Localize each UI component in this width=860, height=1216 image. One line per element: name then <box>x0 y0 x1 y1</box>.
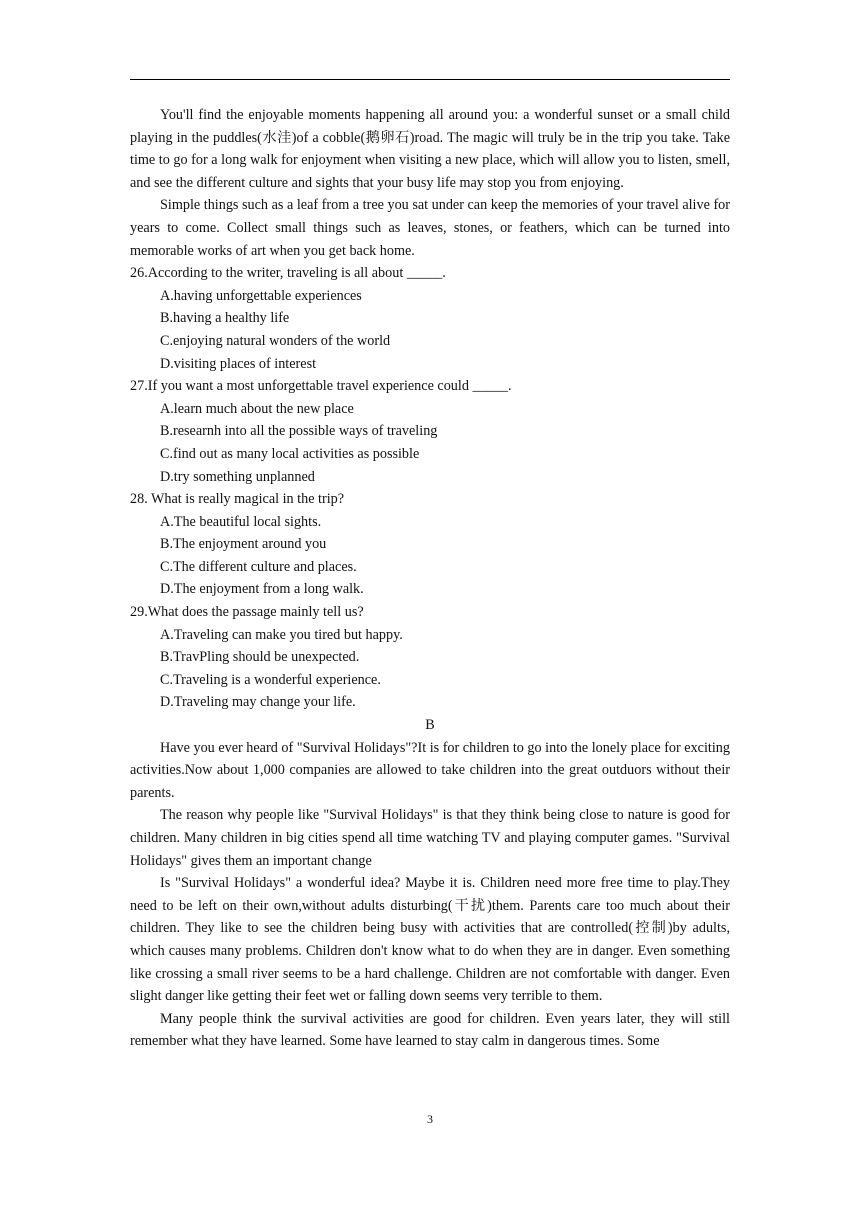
option-d: D.visiting places of interest <box>160 355 317 372</box>
passage-b-paragraph: Many people think the survival activities are good for children. Even years later, they will still remember what they have learned. Some have learned to stay calm in dangerous times. Some <box>130 1010 730 1050</box>
question-26 <box>130 262 730 375</box>
option-d: D.The enjoyment from a long walk. <box>160 581 364 598</box>
option-b: B.having a healthy life <box>160 310 290 327</box>
option-a: A.Traveling can make you tired but happy. <box>160 626 403 643</box>
page-number: 3 <box>427 1112 433 1126</box>
option-a: A.The beautiful local sights. <box>160 513 322 530</box>
section-b-heading: B <box>425 717 435 734</box>
option-b: B.researnh into all the possible ways of traveling <box>160 423 438 440</box>
option-c: C.find out as many local activities as possible <box>160 445 420 462</box>
passage-b-paragraph: Is "Survival Holidays" a wonderful idea? Maybe it is. Children need more free time to play.They need to be left on their own,without adults disturbing(干扰)them. Parents care too much about their children. They like to see the children being busy with activities that are controlled(控制)by adults, which causes many problems. Children don't know what to do when they are in danger. Even something like crossing a small river seems to be a hard challenge. Children are not comfortable with danger. Even slight danger like getting their feet wet or falling down seems very terrible to them. <box>130 875 730 1005</box>
header-rule <box>130 79 730 80</box>
passage-a-paragraph: Simple things such as a leaf from a tree you sat under can keep the memories of your travel alive for years to come. Collect small things such as leaves, stones, or feathers, which can be turned into memorable works of art when you get back home. <box>130 197 730 259</box>
option-a: A.learn much about the new place <box>160 400 354 417</box>
passage-b-paragraph: Have you ever heard of "Survival Holidays"?It is for children to go into the lonely place for exciting activities.Now about 1,000 companies are allowed to take children into the great outduors without their parents. <box>130 739 730 801</box>
option-c: C.The different culture and places. <box>160 558 357 575</box>
option-a: A.having unforgettable experiences <box>160 287 362 304</box>
option-c: C.Traveling is a wonderful experience. <box>160 671 381 688</box>
question-stem: 28. What is really magical in the trip? <box>130 491 345 508</box>
question-stem: 27.If you want a most unforgettable travel experience could _____. <box>130 378 512 395</box>
question-28 <box>130 488 730 601</box>
passage-a-paragraph: You'll find the enjoyable moments happening all around you: a wonderful sunset or a small child playing in the puddles(水洼)of a cobble(鹅卵石)road. The magic will truly be in the trip you take. Take time to go for a long walk for enjoyment when visiting a new place, which will allow you to listen, smell, and see the different culture and sights that your busy life may stop you from enjoying. <box>130 107 730 191</box>
option-b: B.TravPling should be unexpected. <box>160 649 360 666</box>
question-27 <box>130 375 730 488</box>
passage-b-paragraph: The reason why people like "Survival Holidays" is that they think being close to nature is good for children. Many children in big cities spend all time watching TV and playing computer games. "Survival Holidays" gives them an important change <box>130 807 730 869</box>
option-d: D.try something unplanned <box>160 468 315 485</box>
option-c: C.enjoying natural wonders of the world <box>160 332 391 349</box>
page-content <box>130 104 730 1053</box>
question-stem: 26.According to the writer, traveling is all about _____. <box>130 265 446 282</box>
option-d: D.Traveling may change your life. <box>160 694 356 711</box>
question-stem: 29.What does the passage mainly tell us? <box>130 604 364 621</box>
option-b: B.The enjoyment around you <box>160 536 327 553</box>
question-29 <box>130 601 730 714</box>
